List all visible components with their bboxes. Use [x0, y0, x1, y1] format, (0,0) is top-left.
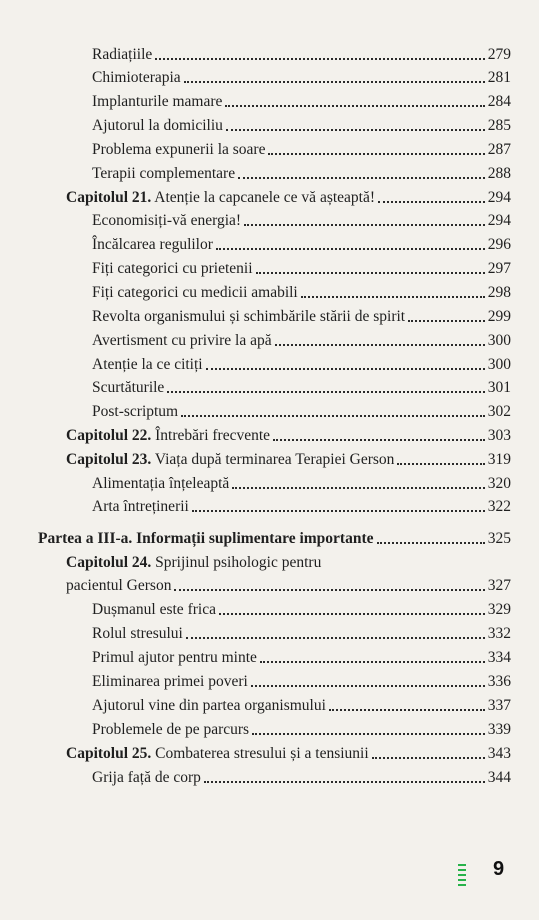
dot-leader: [206, 368, 485, 370]
toc-entry: [92, 282, 511, 304]
toc-entry: [92, 767, 511, 789]
toc-entry: [92, 647, 511, 669]
toc-entry: [92, 44, 511, 66]
toc-entry: [66, 743, 511, 765]
green-page-marker: [458, 864, 466, 886]
dot-leader: [192, 510, 485, 512]
dot-leader: [186, 637, 485, 639]
toc-page-number: 296: [487, 236, 511, 253]
dot-leader: [408, 320, 485, 322]
toc-page-number: 334: [487, 649, 511, 666]
toc-entry: [92, 139, 511, 161]
toc-entry: [92, 496, 511, 518]
toc-page-number: 288: [487, 165, 511, 182]
toc-entry-title: Încălcarea regulilor: [92, 236, 213, 253]
chapter-number: Capitolul 24.: [66, 554, 152, 571]
toc-entry: [92, 354, 511, 376]
toc-page-number: 297: [487, 260, 511, 277]
toc-page-number: 325: [487, 530, 511, 547]
toc-entry-title: Primul ajutor pentru minte: [92, 649, 257, 666]
toc-page-number: 285: [487, 117, 511, 134]
dot-leader: [377, 542, 485, 544]
toc-page-number: 301: [487, 379, 511, 396]
toc-page-number: 294: [487, 212, 511, 229]
toc-entry-title: Arta întreținerii: [92, 498, 189, 515]
toc-page-number: 336: [487, 673, 511, 690]
toc-page-number: 300: [487, 332, 511, 349]
chapter-title: Întrebări frecvente: [151, 427, 271, 444]
chapter-number: Capitolul 21.: [66, 189, 152, 206]
dot-leader: [232, 487, 484, 489]
chapter-title: Atenție la capcanele ce vă așteaptă!: [151, 189, 376, 206]
toc-page-number: 329: [487, 601, 511, 618]
toc-entry-title: Chimioterapia: [92, 69, 181, 86]
toc-page-number: 294: [487, 189, 511, 206]
toc-entry-title: Revolta organismului și schimbările stării de spirit: [92, 308, 406, 325]
toc-entry: [66, 425, 511, 447]
toc-entry-title: [66, 552, 321, 574]
toc-page-number: 320: [487, 475, 511, 492]
toc-entry: [66, 187, 511, 209]
toc-entry: [92, 623, 511, 645]
part-title: Partea a III-a. Informații suplimentare importante: [38, 530, 374, 547]
dot-leader: [301, 296, 485, 298]
dot-leader: [174, 589, 484, 591]
toc-page-number: 279: [487, 46, 511, 63]
chapter-number: Capitolul 23.: [66, 451, 152, 468]
toc-page-number: 319: [487, 451, 511, 468]
dot-leader: [256, 272, 485, 274]
dot-leader: [155, 58, 484, 60]
toc-entry-title: Problema expunerii la soare: [92, 141, 266, 158]
chapter-title: Combaterea stresului și a tensiunii: [151, 745, 369, 762]
toc-entry-title: Alimentația înțeleaptă: [92, 475, 230, 492]
toc-page-number: 339: [487, 721, 511, 738]
chapter-title: Sprijinul psihologic pentru: [151, 554, 322, 571]
dot-leader: [226, 129, 485, 131]
dot-leader: [378, 201, 485, 203]
toc-entry: [92, 719, 511, 741]
dot-leader: [204, 781, 485, 783]
toc-entry-title: [66, 187, 375, 209]
toc-entry: [92, 306, 511, 328]
toc-entry-title: Eliminarea primei poveri: [92, 673, 248, 690]
dot-leader: [225, 105, 484, 107]
dot-leader: [184, 81, 485, 83]
toc-entry: [38, 528, 511, 550]
toc-entry-title: Dușmanul este frica: [92, 601, 216, 618]
toc-entry: [66, 552, 511, 574]
dot-leader: [268, 153, 484, 155]
page-number: 9: [493, 858, 505, 880]
toc-page-number: 332: [487, 625, 511, 642]
dot-leader: [397, 463, 484, 465]
dot-leader: [181, 415, 485, 417]
toc-entry-title: Scurtăturile: [92, 379, 165, 396]
toc-page-number: 344: [487, 769, 511, 786]
toc-entry-title: pacientul Gerson: [66, 577, 172, 594]
toc-entry-title: Problemele de pe parcurs: [92, 721, 250, 738]
toc-page-number: 303: [487, 427, 511, 444]
chapter-number: Capitolul 22.: [66, 427, 152, 444]
toc-page-number: 337: [487, 697, 511, 714]
toc-entry: [92, 671, 511, 693]
toc-page-number: 299: [487, 308, 511, 325]
dot-leader: [275, 344, 485, 346]
toc-entry: [92, 377, 511, 399]
dot-leader: [260, 661, 485, 663]
toc-entry-title: Fiți categorici cu prietenii: [92, 260, 253, 277]
dot-leader: [238, 177, 485, 179]
dot-leader: [219, 613, 485, 615]
toc-entry-title: Fiți categorici cu medicii amabili: [92, 284, 298, 301]
toc-entry-title: [66, 743, 369, 765]
toc-entry-title: Atenție la ce citiți: [92, 356, 203, 373]
toc-entry-title: Post-scriptum: [92, 403, 179, 420]
dot-leader: [167, 391, 484, 393]
dot-leader: [372, 757, 485, 759]
toc-entry: [92, 473, 511, 495]
toc-entry-title: Terapii complementare: [92, 165, 236, 182]
toc-page-number: 327: [487, 577, 511, 594]
toc-entry: [92, 599, 511, 621]
toc-entry-title: Avertisment cu privire la apă: [92, 332, 272, 349]
toc-entry: [92, 91, 511, 113]
toc-entry-title: [66, 449, 394, 471]
toc-page-number: 298: [487, 284, 511, 301]
toc-entry: [92, 115, 511, 137]
toc-entry: [92, 695, 511, 717]
toc-entry: [92, 258, 511, 280]
toc-entry-title: Ajutorul vine din partea organismului: [92, 697, 326, 714]
dot-leader: [216, 248, 485, 250]
toc-entry-title: Rolul stresului: [92, 625, 183, 642]
toc-page-number: 322: [487, 498, 511, 515]
toc-entry-title: [38, 528, 374, 550]
dot-leader: [329, 709, 485, 711]
toc-entry-title: Implanturile mamare: [92, 93, 223, 110]
chapter-title: Viața după terminarea Terapiei Gerson: [151, 451, 395, 468]
toc-entry: [92, 234, 511, 256]
toc-entry: [92, 330, 511, 352]
dot-leader: [252, 733, 485, 735]
toc-entry: [92, 210, 511, 232]
toc-page-number: 284: [487, 93, 511, 110]
chapter-number: Capitolul 25.: [66, 745, 152, 762]
toc-page-number: 302: [487, 403, 511, 420]
toc-entry: [92, 67, 511, 89]
toc-entry: [66, 575, 511, 597]
toc-entry-title: Radiațiile: [92, 46, 153, 63]
dot-leader: [244, 224, 485, 226]
toc-entry-title: [66, 425, 270, 447]
toc-page-number: 343: [487, 745, 511, 762]
toc-page-number: 287: [487, 141, 511, 158]
toc-entry-title: Economisiți-vă energia!: [92, 212, 242, 229]
toc-entry: [92, 163, 511, 185]
toc-entry-title: Ajutorul la domiciliu: [92, 117, 223, 134]
toc-entry: [92, 401, 511, 423]
dot-leader: [251, 685, 485, 687]
toc-entry: [66, 449, 511, 471]
toc-page-number: 281: [487, 69, 511, 86]
toc-page-number: 300: [487, 356, 511, 373]
toc-entry-title: Grija față de corp: [92, 769, 201, 786]
dot-leader: [273, 439, 485, 441]
